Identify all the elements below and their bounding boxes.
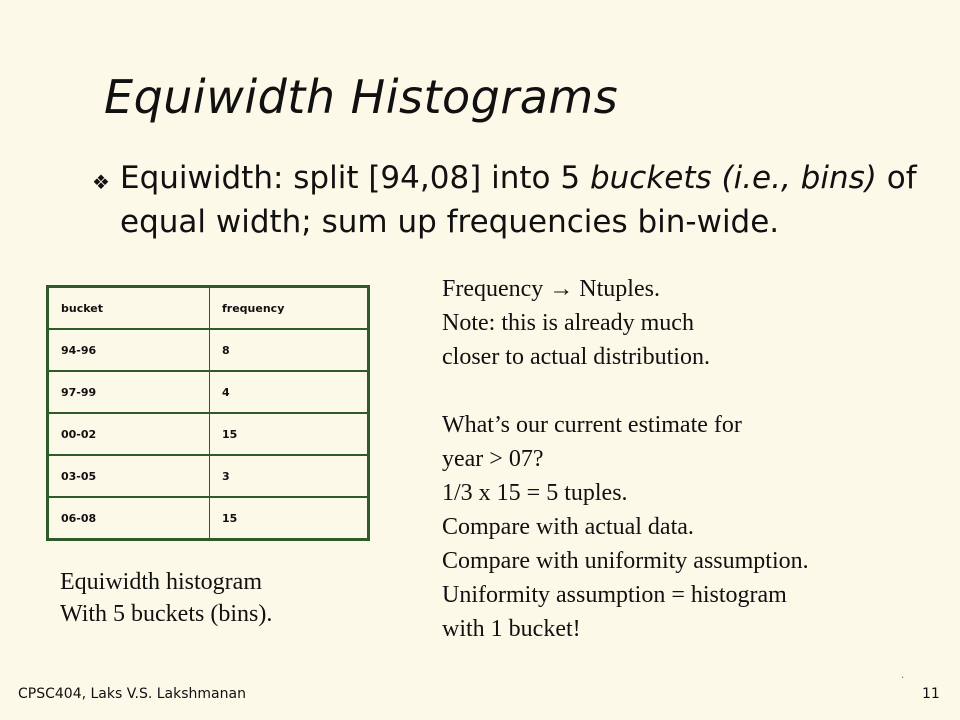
caption-line: Equiwidth histogram <box>60 569 262 595</box>
slide-number: 11 <box>922 686 940 702</box>
bucket-cell: 97-99 <box>48 371 210 413</box>
table-caption <box>60 566 272 630</box>
frequency-cell: 15 <box>222 511 238 525</box>
bucket-cell: 00-02 <box>48 413 210 455</box>
note-line: What’s our current estimate for <box>442 412 742 438</box>
frequency-cell: 15 <box>210 413 369 455</box>
frequency-cell: 3 <box>210 455 369 497</box>
bullet-text <box>120 156 920 244</box>
note-line: 1/3 x 15 = 5 tuples. <box>442 480 628 506</box>
table-row <box>48 455 369 497</box>
histogram-table <box>46 285 370 541</box>
slide-title: Equiwidth Histograms <box>104 70 619 124</box>
header-frequency: frequency <box>210 287 369 330</box>
bullet-diamond-icon: ❖ <box>92 170 110 194</box>
note-line: Compare with uniformity assumption. <box>442 548 809 574</box>
bullet-text-italic: buckets (i.e., bins) <box>589 160 877 196</box>
bucket-cell: 94-96 <box>48 329 210 371</box>
table-header-row <box>48 287 369 330</box>
note-line: Compare with actual data. <box>442 514 694 540</box>
note-line: year > 07? <box>442 446 544 472</box>
frequency-cell: 4 <box>210 371 369 413</box>
header-bucket: bucket <box>48 287 210 330</box>
bucket-cell: 03-05 <box>48 455 210 497</box>
caption-line: With 5 buckets (bins). <box>60 601 273 627</box>
table-row <box>48 497 369 540</box>
bullet-text-part1: Equiwidth: split [94,08] into 5 <box>120 160 590 196</box>
note-line-blank <box>442 374 809 408</box>
bullet-text-part3: of equal width; sum up frequencies bin-wide. <box>120 160 917 240</box>
table-row <box>48 371 369 413</box>
note-line: closer to actual distribution. <box>442 344 710 370</box>
table-row <box>48 413 369 455</box>
note-line: with 1 bucket! <box>442 616 581 642</box>
frequency-cell: 8 <box>210 329 369 371</box>
table-row <box>48 329 369 371</box>
note-line: Frequency → Ntuples. <box>442 276 660 302</box>
note-line: Note: this is already much <box>442 310 694 336</box>
note-line: Uniformity assumption = histogram <box>442 582 787 608</box>
stray-dot-mark: . <box>901 670 905 681</box>
bucket-cell: 06-08 <box>48 497 210 540</box>
footer-course-author: CPSC404, Laks V.S. Lakshmanan <box>18 686 246 702</box>
notes-text <box>442 272 809 646</box>
